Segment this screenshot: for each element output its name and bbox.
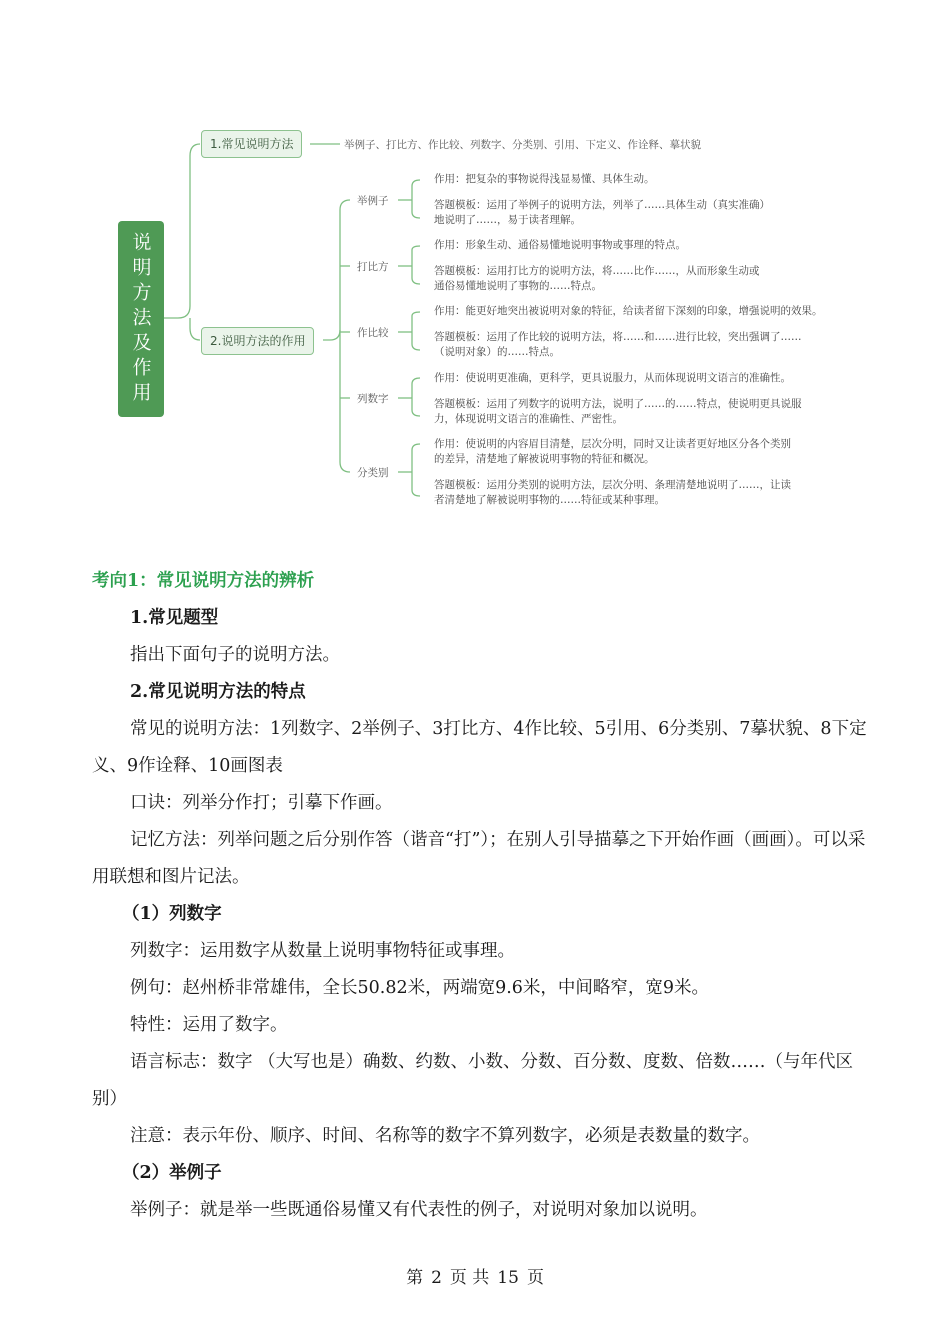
node-numbers: 列数字: [357, 393, 389, 405]
sub1-definition: 列数字：运用数字从数量上说明事物特征或事理。: [130, 941, 515, 961]
metaphor-template: 答题模板：运用打比方的说明方法，将……比作……，从而形象生动或通俗易懂地说明了事物的……特点。: [434, 265, 760, 292]
comparison-template: 答题模板：运用了作比较的说明方法，将……和……进行比较，突出强调了……（说明对象）的……特点。: [434, 331, 802, 358]
memory-method: 记忆方法：列举问题之后分别作答（谐音“打”）；在别人引导描摹之下开始作画（画画）。可以采用联想和图片记法。: [92, 830, 866, 887]
footer-suffix: 页: [526, 1268, 544, 1288]
node-comparison: 作比较: [357, 327, 389, 339]
mind-map: [0, 0, 950, 540]
footer-total: 15: [497, 1268, 519, 1288]
node-example: 举例子: [357, 195, 389, 207]
sub1-trait: 特性：运用了数字。: [130, 1015, 288, 1035]
branch-method-effects: 2.说明方法的作用: [201, 327, 314, 355]
classification-effect: 作用：使说明的内容眉目清楚，层次分明，同时又让读者更好地区分各个类别的差异，清楚地了解被说明事物的特征和概况。: [434, 438, 791, 465]
page-footer: [0, 1263, 950, 1288]
comparison-effect: 作用：能更好地突出被说明对象的特征，给读者留下深刻的印象，增强说明的效果。: [434, 305, 823, 317]
sub1-example: 例句：赵州桥非常雄伟，全长50.82米，两端宽9.6米，中间略窄，宽9米。: [130, 978, 710, 998]
footer-middle: 页 共: [449, 1268, 490, 1288]
sub2-definition: 举例子：就是举一些既通俗易懂又有代表性的例子，对说明对象加以说明。: [130, 1200, 708, 1220]
sub1-note: 注意：表示年份、顺序、时间、名称等的数字不算列数字，必须是表数量的数字。: [130, 1126, 760, 1146]
s1-text: 指出下面句子的说明方法。: [130, 645, 340, 665]
sub2-title: （2）举例子: [122, 1163, 222, 1183]
metaphor-effect: 作用：形象生动、通俗易懂地说明事物或事理的特点。: [434, 239, 686, 251]
s1-title: 1.常见题型: [130, 608, 219, 628]
methods-list: 常见的说明方法：1列数字、2举例子、3打比方、4作比较、5引用、6分类别、7摹状貌、8下定义、9作诠释、10画图表: [92, 719, 867, 776]
mnemonic: 口诀：列举分作打；引摹下作画。: [130, 793, 393, 813]
classification-template: 答题模板：运用分类别的说明方法，层次分明、条理清楚地说明了……，让读者清楚地了解被说明事物的……特征或某种事理。: [434, 479, 791, 506]
footer-page: 2: [431, 1268, 442, 1288]
branch-common-methods: 1.常见说明方法: [201, 130, 302, 158]
branch-common-methods-content: 举例子、打比方、作比较、列数字、分类别、引用、下定义、作诠释、摹状貌: [344, 139, 701, 151]
sub1-marker: 语言标志：数字 （大写也是）确数、约数、小数、分数、百分数、度数、倍数……（与年代区别）: [92, 1052, 854, 1109]
numbers-template: 答题模板：运用了列数字的说明方法，说明了……的……特点，使说明更具说服力，体现说明文语言的准确性、严密性。: [434, 398, 802, 425]
mindmap-root: 说明方法及作用: [118, 221, 164, 417]
example-template: 答题模板：运用了举例子的说明方法，列举了……具体生动（真实准确）地说明了……，易于读者理解。: [434, 199, 765, 226]
sub1-title: （1）列数字: [122, 904, 222, 924]
footer-prefix: 第: [406, 1268, 424, 1288]
example-effect: 作用：把复杂的事物说得浅显易懂、具体生动。: [434, 173, 655, 185]
s2-title: 2.常见说明方法的特点: [130, 682, 306, 702]
section-heading: 考向1：常见说明方法的辨析: [92, 571, 315, 591]
node-classification: 分类别: [357, 467, 389, 479]
node-metaphor: 打比方: [357, 261, 389, 273]
numbers-effect: 作用：使说明更准确，更科学，更具说服力，从而体现说明文语言的准确性。: [434, 372, 791, 384]
